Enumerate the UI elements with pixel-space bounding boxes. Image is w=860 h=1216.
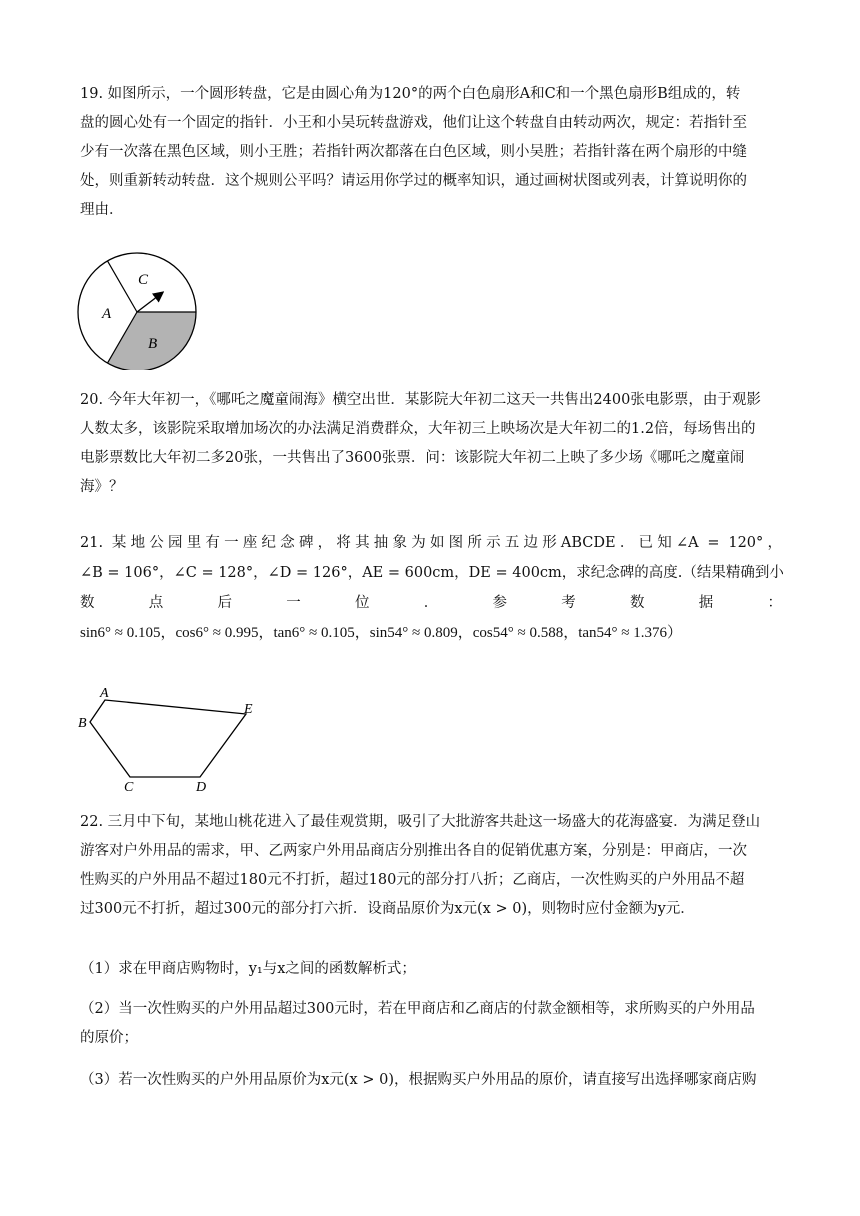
q22-sub-2-line-1: （2）当一次性购买的户外用品超过300元时，若在甲商店和乙商店的付款金额相等，求所购买的户外用品 [80,1001,755,1017]
q21-line-3: 数点后一位．参考数据： [80,595,782,611]
pointer-arrow [137,293,162,312]
q21-line-2: ∠B = 106°，∠C = 128°，∠D = 126°，AE = 600cm，DE = 400cm，求纪念碑的高度.（结果精确到小 [80,565,784,581]
label-c: C [124,780,134,794]
label-b: B [78,716,87,731]
q22-sub-2-line-2: 的原价； [80,1030,138,1046]
label-e: E [244,702,253,717]
question-19 [80,80,782,225]
q20-line-4: 海》？ [80,479,124,495]
q22-line-2: 游客对户外用品的需求，甲、乙两家户外用品商店分别推出各自的促销优惠方案，分别是：甲商店，一次 [80,843,747,859]
q22-sub-1-text: （1）求在甲商店购物时，y₁与x之间的函数解析式； [80,961,416,977]
q22-sub-3 [80,1066,782,1095]
q22-line-1: 22. 三月中下旬，某地山桃花进入了最佳观赏期，吸引了大批游客共赴这一场盛大的花海盛宴．为满足登山 [80,814,761,830]
q20-line-2: 人数太多，该影院采取增加场次的办法满足消费群众，大年初三上映场次是大年初二的1.2倍，每场售出的 [80,421,756,437]
question-22 [80,808,782,924]
label-a: A [100,686,109,701]
pentagon-abcde [90,700,246,777]
q19-line-4: 处，则重新转动转盘．这个规则公平吗？请运用你学过的概率知识，通过画树状图或列表，计算说明你的 [80,173,747,189]
q22-sub-2 [80,995,782,1053]
q20-line-3: 电影票数比大年初二多20张，一共售出了3600张票．问：该影院大年初二上映了多少场《哪吒之魔童闹 [80,450,745,466]
label-a: A [102,306,112,322]
q22-sub-1 [80,955,782,984]
q20-line-1: 20. 今年大年初一，《哪吒之魔童闹海》横空出世．某影院大年初二这天一共售出2400张电影票，由于观影 [80,392,761,408]
q19-line-3: 少有一次落在黑色区域，则小王胜；若指针两次都落在白色区域，则小吴胜；若指针落在两个扇形的中缝 [80,144,747,160]
q19-line-2: 盘的圆心处有一个固定的指针．小王和小吴玩转盘游戏，他们让这个转盘自由转动两次，规定：若指针至 [80,115,747,131]
spinner-figure [76,252,202,370]
q22-line-4: 过300元不打折，超过300元的部分打六折．设商品原价为x元(x > 0)，则物时应付金额为y元． [80,901,695,917]
pentagon-figure [76,684,266,794]
q19-line-5: 理由． [80,202,124,218]
q21-line-1: 21. 某地公园里有一座纪念碑，将其抽象为如图所示五边形ABCDE．已知∠A = 120°， [80,535,782,551]
q22-line-3: 性购买的户外用品不超过180元不打折，超过180元的部分打八折；乙商店，一次性购买的户外用品不超 [80,872,745,888]
q19-line-1: 19. 如图所示，一个圆形转盘，它是由圆心角为120°的两个白色扇形A和C和一个黑色扇形B组成的，转 [80,86,741,102]
label-b: B [148,336,158,352]
q21-line-4: sin6° ≈ 0.105，cos6° ≈ 0.995，tan6° ≈ 0.105，sin54° ≈ 0.809，cos54° ≈ 0.588，tan54° ≈ 1.376） [80,625,683,641]
q22-sub-3-text: （3）若一次性购买的户外用品原价为x元(x > 0)，根据购买户外用品的原价，请直接写出选择哪家商店购 [80,1072,757,1088]
question-20 [80,386,782,502]
label-c: C [138,272,149,288]
question-21 [80,528,782,648]
label-d: D [196,780,207,794]
